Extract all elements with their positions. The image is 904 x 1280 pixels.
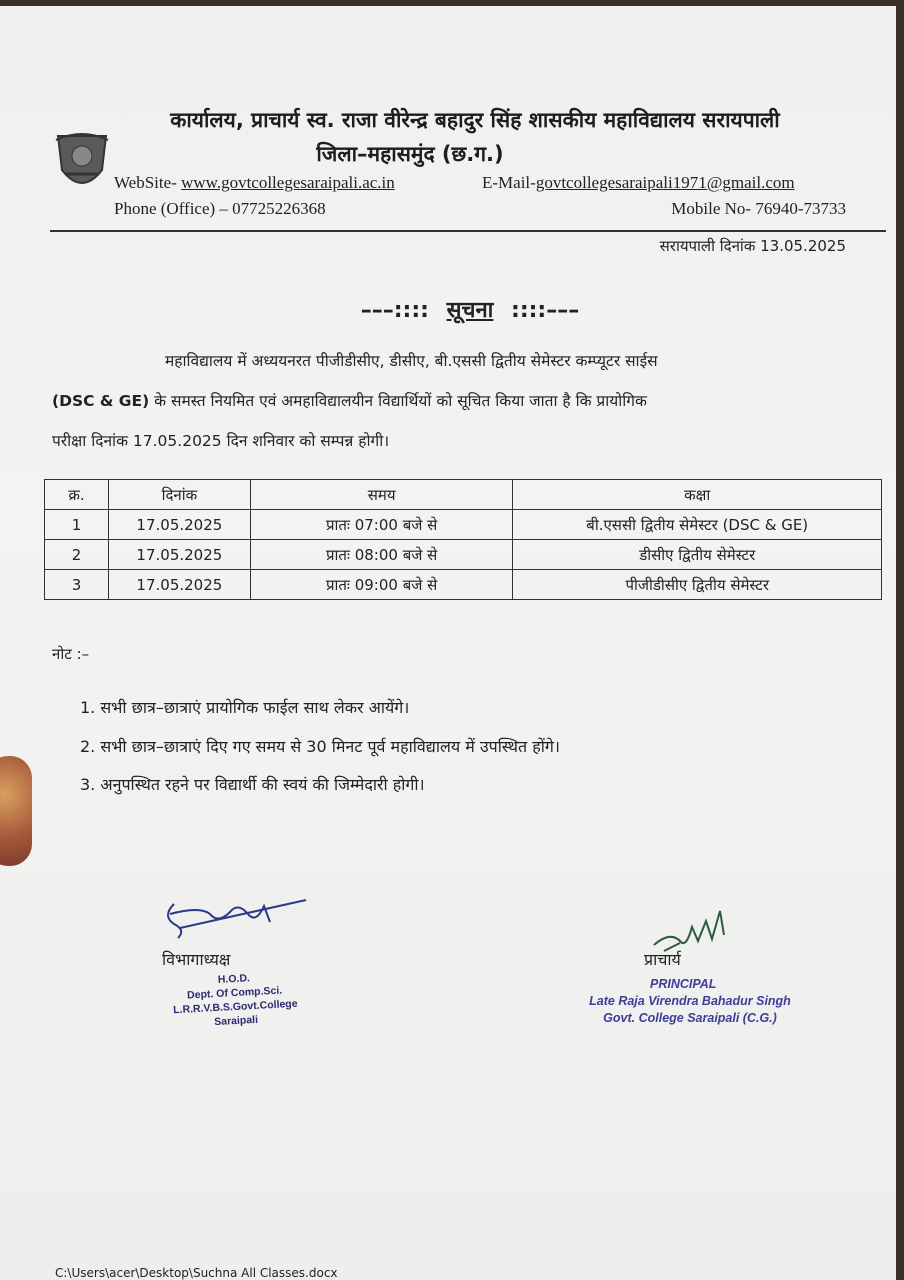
note-item: 3. अनुपस्थित रहने पर विद्यार्थी की स्वयं की जिम्मेदारी होगी। — [80, 775, 425, 794]
notice-para-line2 — [52, 389, 647, 411]
cell-class: बी.एससी द्वितीय सेमेस्टर (DSC & GE) — [513, 510, 882, 540]
hod-stamp — [149, 968, 322, 1033]
header-class: कक्षा — [513, 480, 882, 510]
cell-time: प्रातः 08:00 बजे से — [250, 540, 513, 570]
cell-time: प्रातः 09:00 बजे से — [250, 570, 513, 600]
cell-class: पीजीडीसीए द्वितीय सेमेस्टर — [513, 570, 882, 600]
college-name: कार्यालय, प्राचार्य स्व. राजा वीरेन्द्र बहादुर सिंह शासकीय महाविद्यालय सरायपाली — [170, 108, 780, 132]
principal-stamp-line: Govt. College Saraipali (C.G.) — [603, 1011, 777, 1025]
website-label: WebSite- — [114, 173, 182, 192]
principal-stamp-line: Late Raja Virendra Bahadur Singh — [589, 994, 791, 1008]
email-line — [482, 173, 795, 193]
hod-stamp-line: Dept. Of Comp.Sci. — [186, 984, 283, 1002]
notes-heading: नोट :– — [52, 645, 90, 663]
hod-stamp-line: H.O.D. — [217, 972, 251, 986]
hod-stamp-line: L.R.R.V.B.S.Govt.College — [172, 997, 298, 1017]
hod-stamp-line: Saraipali — [213, 1013, 259, 1029]
header-divider — [50, 230, 886, 232]
notice-title — [300, 294, 640, 324]
cell-date: 17.05.2025 — [108, 570, 250, 600]
table-header-row — [45, 480, 882, 510]
exam-schedule-table — [44, 479, 882, 600]
notice-para-line3: परीक्षा दिनांक 17.05.2025 दिन शनिवार को सम्पन्न होगी। — [52, 432, 390, 450]
finger-edge — [0, 756, 32, 866]
hod-label: विभागाध्यक्ष — [162, 950, 231, 969]
header-serial: क्र. — [45, 480, 109, 510]
title-left-deco: –––:::: — [360, 298, 437, 323]
note-item: 1. सभी छात्र–छात्राएं प्रायोगिक फाईल साथ लेकर आयेंगे। — [80, 698, 410, 717]
cell-time: प्रातः 07:00 बजे से — [250, 510, 513, 540]
title-right-deco: ::::––– — [503, 298, 580, 323]
table-row — [45, 570, 882, 600]
district-name: जिला–महासमुंद (छ.ग.) — [316, 142, 504, 166]
website-link[interactable]: www.govtcollegesaraipali.ac.in — [181, 173, 395, 192]
cell-serial: 2 — [45, 540, 109, 570]
cell-class: डीसीए द्वितीय सेमेस्टर — [513, 540, 882, 570]
title-word: सूचना — [446, 298, 494, 323]
mobile-text: Mobile No- 76940-73733 — [671, 199, 846, 218]
cell-serial: 1 — [45, 510, 109, 540]
hod-signature — [160, 894, 310, 944]
email-link[interactable]: govtcollegesaraipali1971@gmail.com — [535, 173, 795, 192]
notice-date: सरायपाली दिनांक 13.05.2025 — [659, 237, 846, 255]
table-row — [45, 510, 882, 540]
notice-para-line1: महाविद्यालय में अध्ययनरत पीजीडीसीए, डीसीए, बी.एससी द्वितीय सेमेस्टर कम्प्यूटर साईस — [165, 352, 658, 370]
notice-paper — [0, 6, 896, 1280]
file-path-footer: C:\Users\acer\Desktop\Suchna All Classes.docx — [55, 1266, 338, 1280]
principal-stamp-line: PRINCIPAL — [650, 977, 717, 991]
principal-label: प्राचार्य — [644, 950, 681, 969]
cell-date: 17.05.2025 — [108, 540, 250, 570]
notice-para-line2-text: के समस्त नियमित एवं अमहाविद्यालयीन विद्यार्थियों को सूचित किया जाता है कि प्रायोगिक — [149, 392, 647, 410]
header-time: समय — [250, 480, 513, 510]
email-label: E-Mail- — [482, 173, 536, 192]
cell-date: 17.05.2025 — [108, 510, 250, 540]
cell-serial: 3 — [45, 570, 109, 600]
header-date: दिनांक — [108, 480, 250, 510]
note-item: 2. सभी छात्र–छात्राएं दिए गए समय से 30 मिनट पूर्व महाविद्यालय में उपस्थित होंगे। — [80, 737, 560, 756]
subject-code: (DSC & GE) — [52, 392, 150, 410]
website-line — [114, 173, 395, 193]
principal-stamp — [560, 976, 820, 1027]
table-row — [45, 540, 882, 570]
phone-text: Phone (Office) – 07725226368 — [114, 199, 326, 218]
college-emblem-icon — [52, 130, 112, 200]
